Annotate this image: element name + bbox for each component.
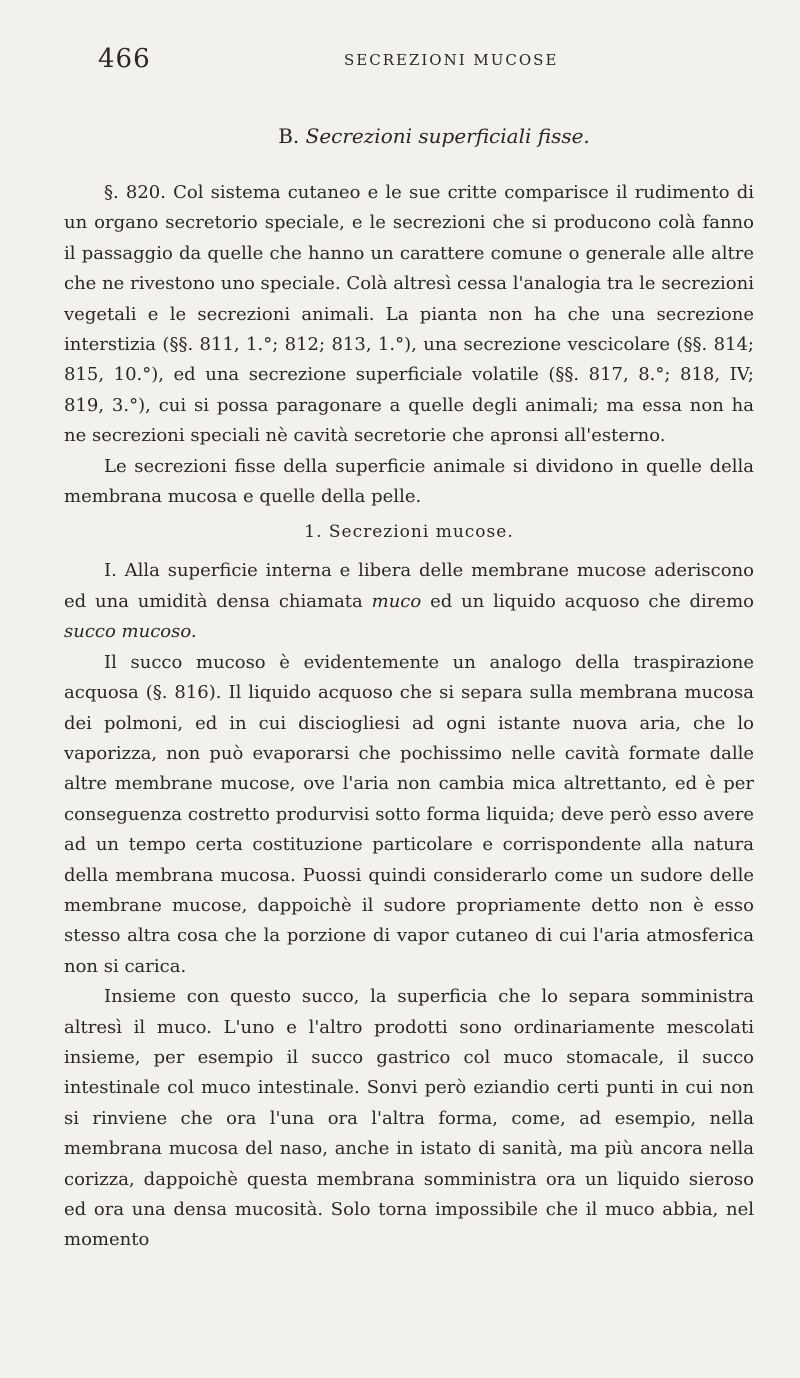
page-body <box>64 124 754 1256</box>
section-title: Secrezioni superficiali fisse. <box>305 124 590 148</box>
paragraph-I <box>64 556 754 647</box>
paragraph-820: §. 820. Col sistema cutaneo e le sue critte comparisce il rudimento di un organo secretorio speciale, e le secrezioni che si producono colà fanno il passaggio da quelle che hanno un carattere comune o generale alle altre che ne rivestono uno speciale. Colà altresì cessa l'analogia tra le secrezioni vegetali e le secrezioni animali. La pianta non ha che una secrezione interstizia (§§. 811, 1.°; 812; 813, 1.°), una secrezione vescicolare (§§. 814; 815, 10.°), ed una secrezione superficiale volatile (§§. 817, 8.°; 818, IV; 819, 3.°), cui si possa paragonare a quelle degli animali; ma essa non ha ne secrezioni speciali nè cavità secretorie che apronsi all'esterno. <box>64 182 754 447</box>
paragraph-I-part-a: I. Alla superficie interna e libera delle membrane mucose aderiscono ed una umidità densa chiamata <box>64 560 754 612</box>
running-head: SECREZIONI MUCOSE <box>344 51 559 69</box>
paragraph-succo-mucoso: Il succo mucoso è evidentemente un analogo della traspirazione acquosa (§. 816). Il liquido acquoso che si separa sulla membrana mucosa dei polmoni, ed in cui disciogliesi ad ogni istante nuova aria, che lo vaporizza, non può evaporarsi che pochissimo nelle cavità formate dalle altre membrane mucose, ove l'aria non cambia mica altrettanto, ed è per conseguenza costretto produrvisi sotto forma liquida; deve però esso avere ad un tempo certa costituzione particolare e corrispondente alla natura della membrana mucosa. Puossi quindi considerarlo come un sudore delle membrane mucose, dappoichè il sudore propriamente detto non è esso stesso altra cosa che la porzione di vapor cutaneo di cui l'aria atmosferica non si carica. <box>64 651 754 977</box>
term-muco: muco <box>371 590 422 612</box>
page-header <box>98 44 718 84</box>
paragraph-insieme: Insieme con questo succo, la superficia che lo separa somministra altresì il muco. L'uno e l'altro prodotti sono ordinariamente mescolati insieme, per esempio il succo gastrico col muco stomacale, il succo intestinale col muco intestinale. Sonvi però eziandio certi punti in cui non si rinviene che ora l'una ora l'altra forma, come, ad esempio, nella membrana mucosa del naso, anche in istato di sanità, ma più ancora nella corizza, dappoichè questa membrana somministra ora un liquido sieroso ed ora una densa mucosità. Solo torna impossibile che il muco abbia, nel momento <box>64 986 754 1251</box>
page-number: 466 <box>98 44 151 74</box>
term-succo-mucoso: succo mucoso. <box>64 621 197 643</box>
paragraph-I-part-b: ed un liquido acquoso che diremo <box>430 590 754 612</box>
subsection-heading: 1. Secrezioni mucose. <box>304 522 514 543</box>
section-heading <box>114 124 754 148</box>
paragraph-secrezioni-fisse: Le secrezioni fisse della superficie animale si dividono in quelle della membrana mucosa e quelle della pelle. <box>64 455 754 508</box>
section-label: B. <box>278 124 300 148</box>
